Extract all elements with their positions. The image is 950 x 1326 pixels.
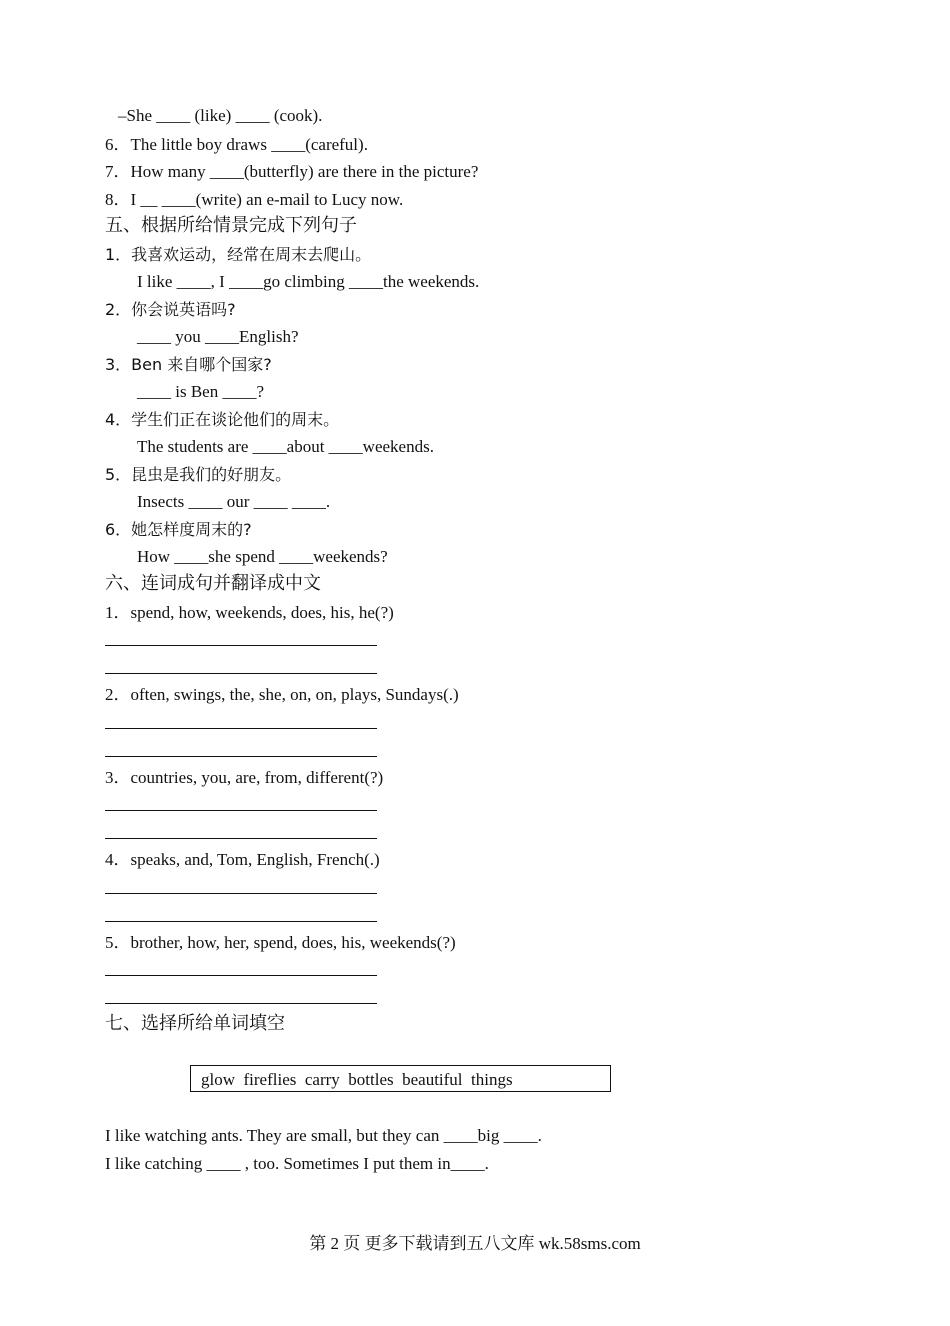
answer-line [105, 838, 377, 839]
prompt-cn: 1．我喜欢运动，经常在周末去爬山。 [105, 245, 372, 264]
page-footer: 第 2 页 更多下载请到五八文库 wk.58sms.com [309, 1234, 641, 1253]
prompt-en: The students are ____about ____weekends. [137, 437, 434, 456]
prompt-en: ____ you ____English? [137, 327, 299, 346]
passage-line: I like watching ants. They are small, but they can ____big ____. [105, 1126, 542, 1145]
section-heading: 六、连词成句并翻译成中文 [105, 573, 321, 594]
prompt-cn: 2．你会说英语吗? [105, 300, 236, 319]
answer-line [105, 1003, 377, 1004]
prompt-en: I like ____, I ____go climbing ____the weekends. [137, 272, 480, 291]
prompt-cn: 4．学生们正在谈论他们的周末。 [105, 410, 340, 429]
answer-line [105, 921, 377, 922]
answer-line [105, 673, 377, 674]
exercise-line: 8．I __ ____(write) an e-mail to Lucy now. [105, 190, 404, 209]
word-order-item: 3．countries, you, are, from, different(?) [105, 768, 384, 787]
prompt-en: Insects ____ our ____ ____. [137, 492, 331, 511]
passage-line: I like catching ____ , too. Sometimes I put them in____. [105, 1154, 489, 1173]
answer-line [105, 975, 377, 976]
prompt-en: How ____she spend ____weekends? [137, 547, 388, 566]
word-bank-box [190, 1065, 611, 1092]
word-order-item: 4．speaks, and, Tom, English, French(.) [105, 850, 380, 869]
word-order-item: 2．often, swings, the, she, on, on, plays, Sundays(.) [105, 685, 459, 704]
answer-line [105, 810, 377, 811]
section-heading: 七、选择所给单词填空 [105, 1013, 285, 1034]
prompt-en: ____ is Ben ____? [137, 382, 265, 401]
word-order-item: 5．brother, how, her, spend, does, his, weekends(?) [105, 933, 456, 952]
answer-line [105, 645, 377, 646]
answer-line [105, 893, 377, 894]
exercise-line: –She ____ (like) ____ (cook). [118, 106, 323, 125]
exercise-line: 7．How many ____(butterfly) are there in the picture? [105, 162, 479, 181]
word-bank: glow fireflies carry bottles beautiful things [201, 1070, 513, 1089]
prompt-cn: 6．她怎样度周末的? [105, 520, 252, 539]
exercise-line: 6．The little boy draws ____(careful). [105, 135, 368, 154]
answer-line [105, 756, 377, 757]
answer-line [105, 728, 377, 729]
word-order-item: 1．spend, how, weekends, does, his, he(?) [105, 603, 394, 622]
prompt-cn: 5．昆虫是我们的好朋友。 [105, 465, 292, 484]
prompt-cn: 3．Ben 来自哪个国家? [105, 355, 272, 374]
section-heading: 五、根据所给情景完成下列句子 [105, 215, 357, 236]
